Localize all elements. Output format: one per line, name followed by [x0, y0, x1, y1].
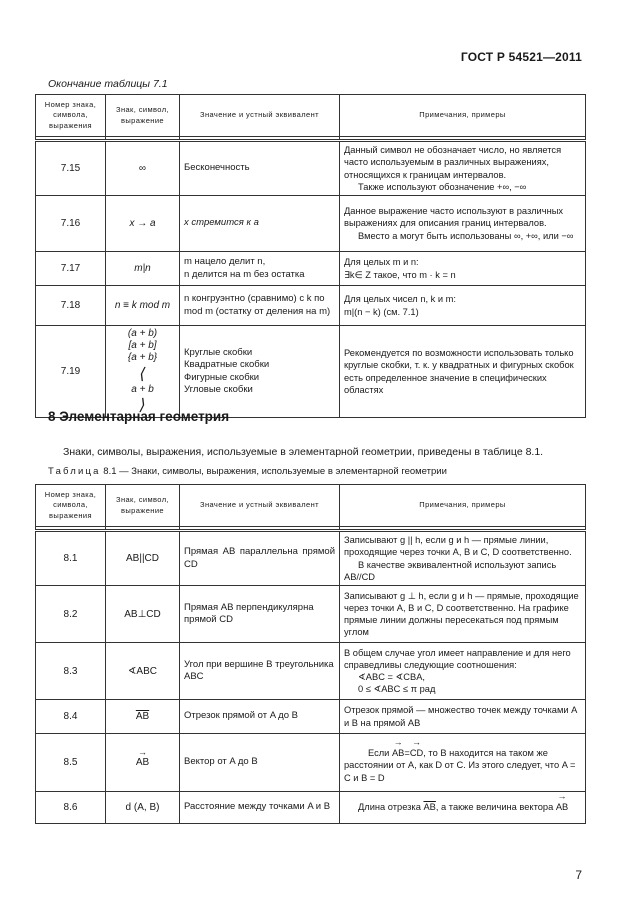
symbol-curly-brackets: {a + b}	[127, 352, 158, 363]
row-meaning	[180, 252, 340, 286]
table-row	[36, 326, 586, 418]
row-number: 7.18	[36, 286, 106, 326]
row-symbol: ∞	[106, 141, 180, 196]
row-number: 7.17	[36, 252, 106, 286]
row-number: 8.1	[36, 531, 106, 586]
meaning-line: n делится на m без остатка	[184, 268, 305, 280]
row-number: 8.3	[36, 643, 106, 700]
note-line: ∢ABC = ∢CBA,	[358, 672, 425, 682]
table-8-1	[35, 484, 586, 824]
row-note	[340, 141, 586, 196]
section-title: 8 Элементарная геометрия	[48, 409, 230, 424]
vector-symbol: → AB	[555, 791, 569, 813]
row-note: Отрезок прямой — множество точек между точками A и B на прямой AB	[340, 700, 586, 734]
note-text: Данный символ не обозначает число, но является часто используемым в различных выражениях, относящихся к границам интервалов.	[344, 145, 562, 180]
vector-symbol: → CD	[409, 737, 424, 759]
row-symbol: m|n	[106, 252, 180, 286]
column-header-meaning: Значение и устный эквивалент	[180, 95, 340, 137]
row-symbol: AB⊥CD	[106, 586, 180, 643]
row-symbol	[106, 700, 180, 734]
table-row	[36, 734, 586, 792]
meaning-line: m нацело делит n,	[184, 256, 266, 268]
table-caption-word: Таблица	[48, 466, 101, 477]
note-text: Данное выражение часто используют в различных выражениях для описания границ интервалов.	[344, 206, 564, 229]
row-number: 7.16	[36, 196, 106, 252]
meaning-line: Квадратные скобки	[184, 359, 270, 371]
note-text-2: В качестве эквивалентной используют запись AB//CD	[344, 559, 557, 582]
vector-arrow-icon: →	[138, 747, 147, 757]
row-symbol: x → a	[106, 196, 180, 252]
row-meaning: Вектор от A до B	[180, 734, 340, 792]
column-header-symbol: Знак, символ, выражение	[106, 95, 180, 137]
row-meaning: Отрезок прямой от A до B	[180, 700, 340, 734]
row-note: Рекомендуется по возможности использовать только круглые скобки, т. к. у квадратных и фигурных скобок есть определенное значение в специфических областях	[340, 326, 586, 418]
row-note: Записывают g ⊥ h, если g и h — прямые, проходящие через точки A, B и C, D соответственно. На графике прямые линии должны пересекаться под прямым углом	[340, 586, 586, 643]
row-note	[340, 286, 586, 326]
symbol-round-brackets: (a + b)	[127, 328, 158, 339]
row-note: Если → AB= → CD, то B находится на таком же расстоянии от A, как D от C. Из этого следует, что A = C и B = D	[340, 734, 586, 792]
segment-symbol: $\overline{AB}$	[423, 802, 436, 813]
standard-header: ГОСТ Р 54521—2011	[460, 50, 582, 64]
row-symbol: ∢ABC	[106, 643, 180, 700]
row-note: Длина отрезка $\overline{AB}$, а также величина вектора → AB	[340, 792, 586, 824]
row-symbol: AB||CD	[106, 531, 180, 586]
vector-symbol: → AB	[391, 737, 405, 759]
column-header-notes: Примечания, примеры	[340, 95, 586, 137]
table-row	[36, 643, 586, 700]
table-row	[36, 792, 586, 824]
row-note	[340, 196, 586, 252]
table-caption	[48, 466, 447, 477]
row-symbol	[106, 326, 180, 418]
row-meaning: Угол при вершине B треугольника ABC	[180, 643, 340, 700]
vector-arrow-icon: →	[393, 737, 403, 748]
note-line: 0 ≤ ∢ABC ≤ π рад	[358, 684, 436, 695]
meaning-line: Фигурные скобки	[184, 371, 260, 383]
vector-arrow-icon: →	[557, 791, 567, 802]
table-row	[36, 141, 586, 196]
table-header-row	[36, 485, 586, 527]
note-text-2: Также используют обозначение +∞, −∞	[358, 181, 527, 192]
note-line: Для целых m и n:	[344, 257, 419, 268]
row-symbol	[106, 734, 180, 792]
row-meaning: Расстояние между точками A и B	[180, 792, 340, 824]
vector-arrow-icon: →	[412, 737, 422, 748]
table-row	[36, 531, 586, 586]
note-text-2: Вместо a могут быть использованы ∞, +∞, или −∞	[358, 230, 574, 241]
row-number: 8.2	[36, 586, 106, 643]
column-header-number: Номер знака, символа, выражения	[36, 95, 106, 137]
row-note	[340, 252, 586, 286]
row-meaning: Прямая AB перпендикулярна прямой CD	[180, 586, 340, 643]
column-header-number: Номер знака, символа, выражения	[36, 485, 106, 527]
note-line: m|(n − k) (см. 7.1)	[344, 306, 419, 317]
note-text: В общем случае угол имеет направление и для него справедливы следующие соотношения:	[344, 647, 571, 670]
table-header-row	[36, 95, 586, 137]
row-meaning: n конгруэнтно (сравнимо) с k по mod m (остатку от деления на m)	[180, 286, 340, 326]
meaning-line: Круглые скобки	[184, 346, 253, 358]
row-meaning	[180, 326, 340, 418]
row-note	[340, 643, 586, 700]
table-caption-text: 8.1 — Знаки, символы, выражения, используемые в элементарной геометрии	[103, 466, 447, 477]
row-number: 8.4	[36, 700, 106, 734]
meaning-line: Угловые скобки	[184, 383, 253, 395]
table-row	[36, 196, 586, 252]
row-note	[340, 531, 586, 586]
row-meaning: Прямая AB параллельна прямой CD	[180, 531, 340, 586]
row-number: 7.19	[36, 326, 106, 418]
column-header-meaning: Значение и устный эквивалент	[180, 485, 340, 527]
table-row	[36, 700, 586, 734]
table-7-1	[35, 94, 586, 418]
note-line: ∃k∈ Z такое, что m · k = n	[344, 269, 456, 280]
column-header-symbol: Знак, символ, выражение	[106, 485, 180, 527]
page-number: 7	[575, 868, 582, 882]
row-symbol: n ≡ k mod m	[106, 286, 180, 326]
column-header-notes: Примечания, примеры	[340, 485, 586, 527]
note-line: Для целых чисел n, k и m:	[344, 294, 456, 305]
row-number: 8.6	[36, 792, 106, 824]
table-row	[36, 286, 586, 326]
row-meaning: x стремится к a	[180, 196, 340, 252]
row-number: 8.5	[36, 734, 106, 792]
table-continuation-caption: Окончание таблицы 7.1	[48, 78, 168, 90]
row-number: 7.15	[36, 141, 106, 196]
vector-symbol: → AB	[135, 747, 150, 768]
table-row	[36, 586, 586, 643]
symbol-square-brackets: [a + b]	[128, 340, 157, 351]
note-text: Записывают g || h, если g и h — прямые линии, проходящие через точки A, B и C, D соответственно.	[344, 535, 572, 558]
section-intro: Знаки, символы, выражения, используемые в элементарной геометрии, приведены в таблице 8.1.	[63, 446, 544, 458]
row-symbol: d (A, B)	[106, 792, 180, 824]
segment-symbol: $\overline{AB}$	[135, 711, 150, 722]
table-row	[36, 252, 586, 286]
row-meaning: Бесконечность	[180, 141, 340, 196]
symbol-angle-brackets: ⟨ a + b ⟩	[131, 366, 154, 414]
